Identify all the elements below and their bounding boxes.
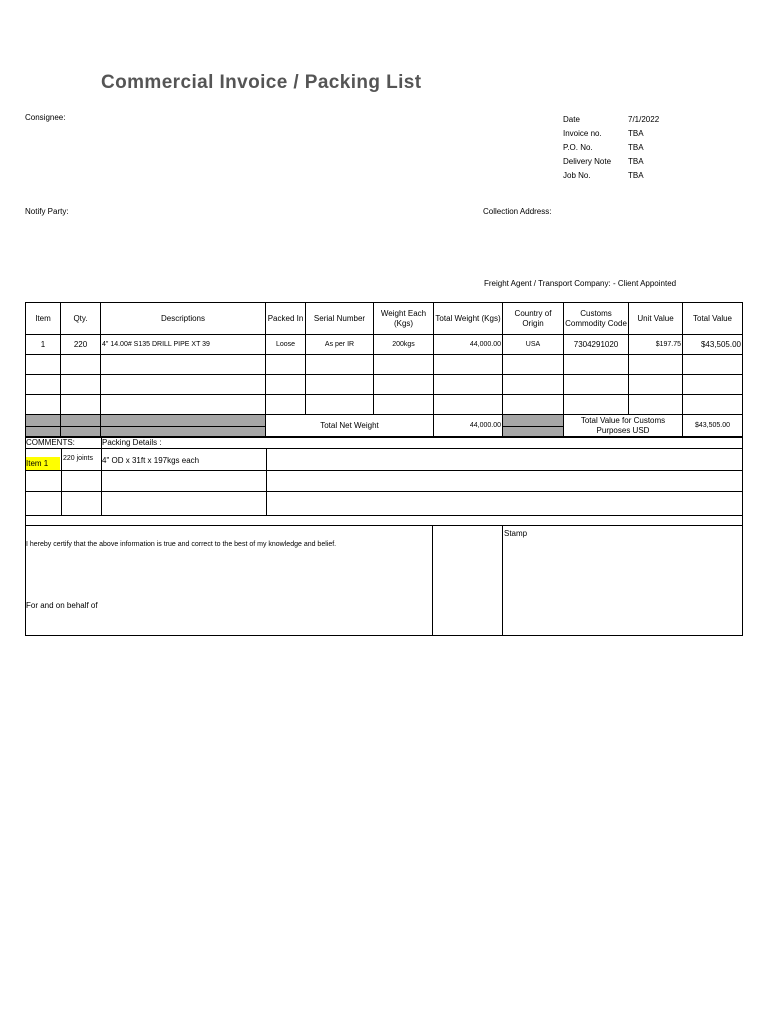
row-serial: As per IR	[306, 335, 374, 355]
notify-party-label: Notify Party:	[25, 207, 69, 216]
header-qty: Qty.	[61, 303, 101, 335]
row-item: 1	[26, 335, 61, 355]
row-qty: 220	[61, 335, 101, 355]
job-no-label: Job No.	[563, 171, 591, 180]
row-total-weight: 44,000.00	[434, 335, 503, 355]
page-title: Commercial Invoice / Packing List	[101, 72, 422, 93]
consignee-label: Consignee:	[25, 113, 66, 122]
customs-total-value: $43,505.00	[683, 415, 743, 438]
row-unit-value: $197.75	[629, 335, 683, 355]
header-item: Item	[26, 303, 61, 335]
meta-labels	[563, 113, 611, 183]
stamp-label: Stamp	[504, 529, 528, 538]
date-label: Date	[563, 115, 580, 124]
invoice-no-label: Invoice no.	[563, 129, 602, 138]
freight-agent-label: Freight Agent / Transport Company: - Client Appointed	[484, 279, 677, 288]
header-total-weight: Total Weight (Kgs)	[434, 303, 503, 335]
date-value: 7/1/2022	[628, 115, 660, 124]
delivery-note-value: TBA	[628, 157, 644, 166]
packing-details-label: Packing Details :	[102, 438, 162, 447]
meta-values	[628, 113, 659, 183]
table-row	[26, 335, 743, 355]
comments-label: COMMENTS:	[26, 438, 75, 447]
certify-statement: I hereby certify that the above information is true and correct to the best of my knowledge and belief.	[26, 541, 337, 548]
collection-address-label: Collection Address:	[483, 207, 552, 216]
certification-section	[25, 526, 743, 636]
invoice-table	[25, 302, 743, 438]
header-unit-value: Unit Value	[629, 303, 683, 335]
header-descriptions: Descriptions	[101, 303, 266, 335]
row-description: 4" 14.00# S135 DRILL PIPE XT 39	[101, 335, 266, 355]
row-origin: USA	[503, 335, 564, 355]
row-weight-each: 200kgs	[374, 335, 434, 355]
customs-total-label: Total Value for Customs Purposes USD	[564, 415, 683, 438]
comments-section	[25, 436, 743, 526]
po-no-value: TBA	[628, 143, 644, 152]
header-serial-number: Serial Number	[306, 303, 374, 335]
packing-qty: 220 joints	[63, 455, 93, 462]
header-country-origin: Country of Origin	[503, 303, 564, 335]
total-net-weight-value: 44,000.00	[434, 415, 503, 438]
invoice-no-value: TBA	[628, 129, 644, 138]
packing-item-label: Item 1	[26, 457, 60, 470]
job-no-value: TBA	[628, 171, 644, 180]
table-row	[26, 395, 743, 415]
header-customs-code: Customs Commodity Code	[564, 303, 629, 335]
header-packed-in: Packed In	[266, 303, 306, 335]
header-total-value: Total Value	[683, 303, 743, 335]
table-row	[26, 355, 743, 375]
row-customs-code: 7304291020	[564, 335, 629, 355]
on-behalf-label: For and on behalf of	[26, 601, 98, 610]
total-net-weight-label: Total Net Weight	[266, 415, 434, 438]
po-no-label: P.O. No.	[563, 143, 593, 152]
header-weight-each: Weight Each (Kgs)	[374, 303, 434, 335]
delivery-note-label: Delivery Note	[563, 157, 612, 166]
row-total-value: $43,505.00	[683, 335, 743, 355]
table-row	[26, 375, 743, 395]
header-row	[26, 303, 743, 335]
row-packed-in: Loose	[266, 335, 306, 355]
totals-row	[26, 415, 743, 427]
packing-description: 4" OD x 31ft x 197kgs each	[102, 456, 200, 465]
